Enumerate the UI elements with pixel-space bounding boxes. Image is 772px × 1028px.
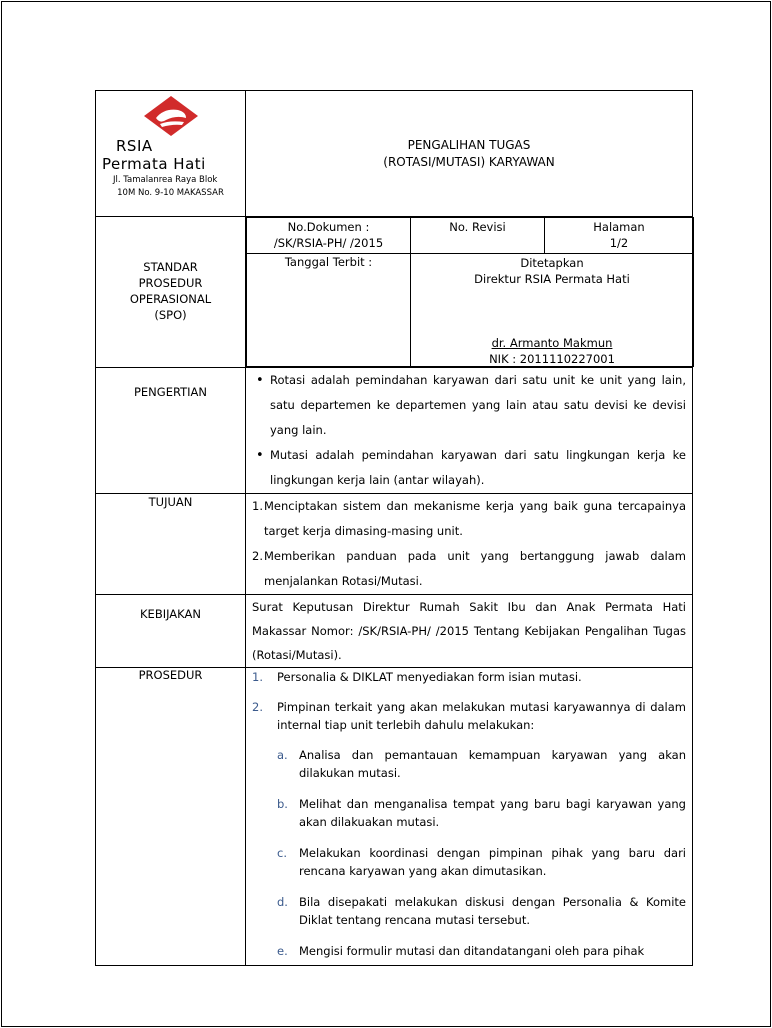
revision-cell: No. Revisi (411, 218, 545, 254)
list-item: 2. Pimpinan terkait yang akan melakukan mutasi karyawannya di dalam internal tiap unit terlebih dahulu melakukan: (252, 700, 686, 732)
doc-number-cell: No.Dokumen : /SK/RSIA-PH/ /2015 (247, 218, 411, 254)
prosedur-label: PROSEDUR (96, 668, 246, 966)
issue-date-cell: Tanggal Terbit : (247, 254, 411, 367)
document-title (246, 91, 693, 217)
spo-document-table (95, 90, 693, 966)
logo-block (96, 91, 246, 217)
list-item: 2. Memberikan panduan pada unit yang bertanggung jawab dalam menjalankan Rotasi/Mutasi. (252, 549, 686, 588)
list-item: b. Melihat dan menganalisa tempat yang baru bagi karyawan yang akan dilakuakan mutasi. (277, 797, 686, 829)
address-line1: Jl. Tamalanrea Raya Blok (113, 175, 218, 185)
title-line2: (ROTASI/MUTASI) KARYAWAN (383, 155, 555, 169)
pengertian-content (246, 368, 693, 494)
page-cell: Halaman 1/2 (545, 218, 694, 254)
rsia-logo-icon (142, 94, 200, 138)
address-line2: 10M No. 9-10 MAKASSAR (117, 188, 224, 198)
list-item: e. Mengisi formulir mutasi dan ditandatangani oleh para pihak (277, 944, 645, 958)
org-name-line2: Permata Hati (102, 155, 206, 173)
list-item: • Rotasi adalah pemindahan karyawan dari satu unit ke unit yang lain, satu departemen ke departemen yang lain atau satu devisi ke devisi yang lain. (256, 373, 686, 437)
list-item: d. Bila disepakati melakukan diskusi dengan Personalia & Komite Diklat tentang rencana mutasi tersebut. (277, 895, 686, 927)
tujuan-content (246, 494, 693, 595)
kebijakan-label: KEBIJAKAN (96, 595, 246, 668)
approval-cell: Ditetapkan Direktur RSIA Permata Hati dr. Armanto Makmun NIK : 2011110227001 (411, 254, 694, 367)
pengertian-label: PENGERTIAN (96, 368, 246, 494)
spo-label: STANDAR PROSEDUR OPERASIONAL (SPO) (96, 217, 246, 368)
prosedur-content (246, 668, 693, 966)
org-name-line1: RSIA (116, 137, 153, 155)
list-item: 1. Menciptakan sistem dan mekanisme kerja yang baik guna tercapainya target kerja dimasing-masing unit. (252, 499, 686, 538)
list-item: 1. Personalia & DIKLAT menyediakan form isian mutasi. (252, 670, 582, 684)
list-item: c. Melakukan koordinasi dengan pimpinan pihak yang baru dari rencana karyawan yang akan dimutasikan. (277, 846, 686, 878)
list-item: a. Analisa dan pemantauan kemampuan karyawan yang akan dilakukan mutasi. (277, 748, 686, 780)
signer-nik: NIK : 2011110227001 (489, 352, 615, 366)
kebijakan-content: Surat Keputusan Direktur Rumah Sakit Ibu dan Anak Permata Hati Makassar Nomor: /SK/RSIA-PH/ /2015 Tentang Kebijakan Pengalihan Tugas (Rotasi/Mutasi). (246, 595, 693, 668)
title-line1: PENGALIHAN TUGAS (407, 138, 531, 152)
list-item: • Mutasi adalah pemindahan karyawan dari satu lingkungan kerja ke lingkungan kerja lain (antar wilayah). (256, 448, 686, 487)
document-meta (246, 217, 693, 368)
tujuan-label: TUJUAN (96, 494, 246, 595)
signer-name: dr. Armanto Makmun (491, 336, 613, 350)
